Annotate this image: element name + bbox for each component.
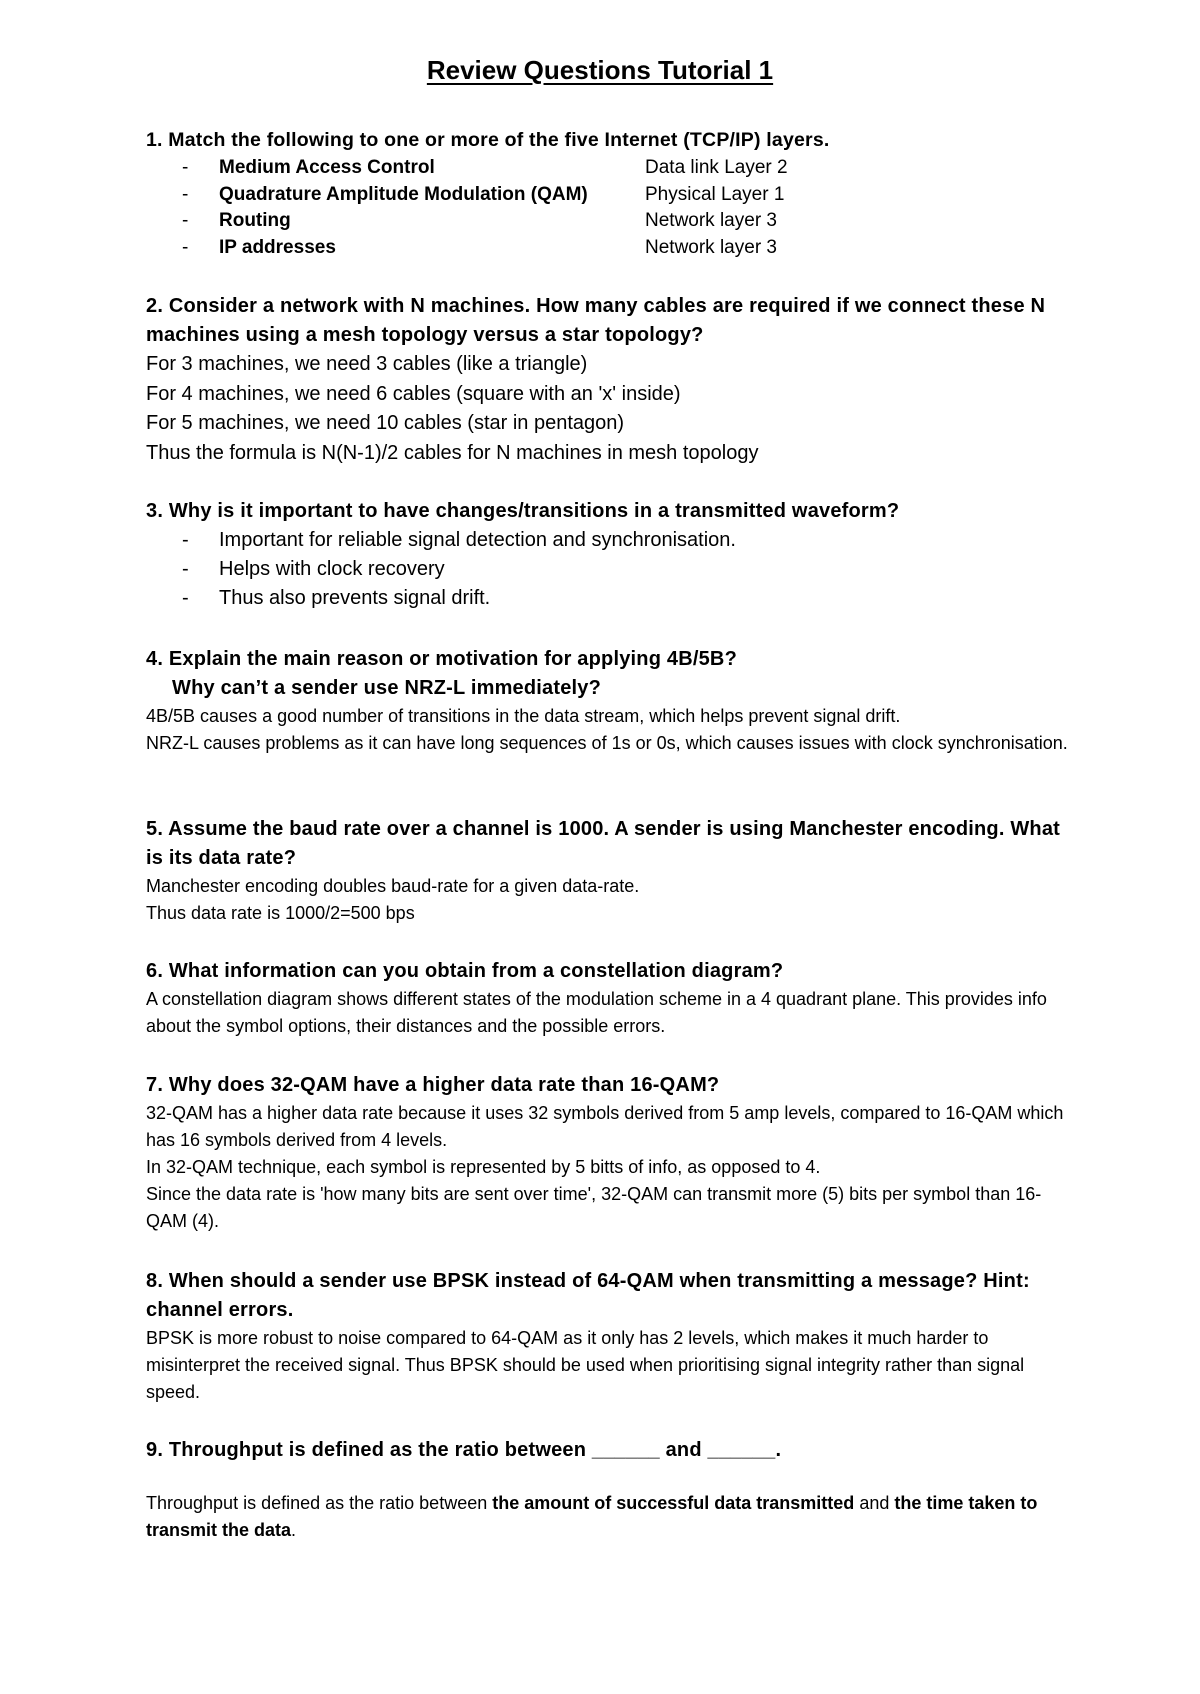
list-item [146, 584, 1076, 613]
question-9-block [146, 1436, 1076, 1544]
question-1-block [146, 126, 1076, 261]
answer-7-line: In 32-QAM technique, each symbol is represented by 5 bitts of info, as opposed to 4. [146, 1157, 821, 1177]
answer-7-line: 32-QAM has a higher data rate because it uses 32 symbols derived from 5 amp levels, compared to 16-QAM which has 16 symbols derived from 4 levels. [146, 1103, 1064, 1150]
match-term: IP addresses [219, 236, 336, 258]
dash-bullet: - [182, 587, 189, 609]
answer-3-list [146, 526, 1076, 613]
answer-4-line: NRZ-L causes problems as it can have long sequences of 1s or 0s, which causes issues with clock synchronisation. [146, 733, 1068, 753]
question-4-block [146, 645, 1076, 757]
question-3-block [146, 497, 1076, 613]
question-8-block [146, 1267, 1076, 1406]
question-7-block [146, 1071, 1076, 1235]
answer-6: A constellation diagram shows different states of the modulation scheme in a 4 quadrant plane. This provides info about the symbol options, their distances and the possible errors. [146, 989, 1047, 1036]
answer-9-text: . [291, 1520, 297, 1540]
layer-match-item [146, 182, 1076, 209]
answer-7-line: Since the data rate is 'how many bits are sent over time', 32-QAM can transmit more (5) bits per symbol than 16-QAM (4). [146, 1184, 1042, 1231]
question-7: 7. Why does 32-QAM have a higher data rate than 16-QAM? [146, 1074, 720, 1096]
question-2: 2. Consider a network with N machines. How many cables are required if we connect these N machines using a mesh topology versus a star topology? [146, 295, 1046, 346]
question-3: 3. Why is it important to have changes/transitions in a transmitted waveform? [146, 500, 900, 522]
page-title: Review Questions Tutorial 1 [426, 55, 774, 85]
match-term: Routing [219, 210, 291, 231]
question-1: 1. Match the following to one or more of the five Internet (TCP/IP) layers. [146, 129, 830, 151]
question-8: 8. When should a sender use BPSK instead of 64-QAM when transmitting a message? Hint: channel errors. [146, 1270, 1030, 1321]
list-item-text: Thus also prevents signal drift. [219, 587, 491, 609]
layer-match-item [146, 235, 1076, 262]
match-term: Medium Access Control [219, 157, 435, 178]
answer-9-bold: the time taken to transmit the data [146, 1493, 1038, 1540]
answer-4-line: 4B/5B causes a good number of transitions in the data stream, which helps prevent signal drift. [146, 706, 901, 726]
question-4-line-1: 4. Explain the main reason or motivation for applying 4B/5B? [146, 648, 737, 670]
question-2-block [146, 292, 1076, 468]
layer-match-list [146, 155, 1076, 261]
answer-9-text: and [854, 1493, 895, 1513]
list-item [146, 526, 1076, 555]
dash-bullet: - [182, 210, 189, 231]
answer-2-line: For 3 machines, we need 3 cables (like a triangle) [146, 353, 588, 375]
layer-match-item [146, 208, 1076, 235]
answer-2-line: For 4 machines, we need 6 cables (square with an 'x' inside) [146, 382, 681, 405]
match-layer: Network layer 3 [645, 236, 777, 258]
match-layer: Physical Layer 1 [645, 183, 785, 205]
dash-bullet: - [182, 236, 189, 258]
answer-2-line: For 5 machines, we need 10 cables (star in pentagon) [146, 412, 625, 434]
answer-9 [146, 1490, 1076, 1544]
dash-bullet: - [182, 183, 189, 205]
question-6-block [146, 957, 1076, 1040]
question-5-block [146, 815, 1076, 927]
question-9: 9. Throughput is defined as the ratio between ______ and ______. [146, 1439, 782, 1461]
list-item [146, 555, 1076, 584]
answer-8: BPSK is more robust to noise compared to 64-QAM as it only has 2 levels, which makes it much harder to misinterpret the received signal. Thus BPSK should be used when prioritising signal integrity rather than signal speed. [146, 1328, 1025, 1402]
dash-bullet: - [182, 558, 189, 580]
layer-match-item [146, 155, 1076, 182]
match-layer: Network layer 3 [645, 210, 777, 231]
list-item-text: Important for reliable signal detection and synchronisation. [219, 529, 736, 551]
dash-bullet: - [182, 157, 189, 178]
match-term: Quadrature Amplitude Modulation (QAM) [219, 183, 588, 205]
answer-2-line: Thus the formula is N(N-1)/2 cables for N machines in mesh topology [146, 441, 759, 464]
answer-5-line: Thus data rate is 1000/2=500 bps [146, 903, 415, 923]
dash-bullet: - [182, 529, 189, 551]
list-item-text: Helps with clock recovery [219, 558, 445, 580]
question-5: 5. Assume the baud rate over a channel is 1000. A sender is using Manchester encoding. What is its data rate? [146, 818, 1061, 869]
question-6: 6. What information can you obtain from a constellation diagram? [146, 960, 784, 982]
answer-9-bold: the amount of successful data transmitted [492, 1493, 855, 1513]
match-layer: Data link Layer 2 [645, 157, 788, 178]
answer-9-text: Throughput is defined as the ratio between [146, 1493, 493, 1513]
question-4-line-2: Why can’t a sender use NRZ-L immediately? [172, 677, 602, 699]
answer-5-line: Manchester encoding doubles baud-rate for a given data-rate. [146, 876, 640, 896]
